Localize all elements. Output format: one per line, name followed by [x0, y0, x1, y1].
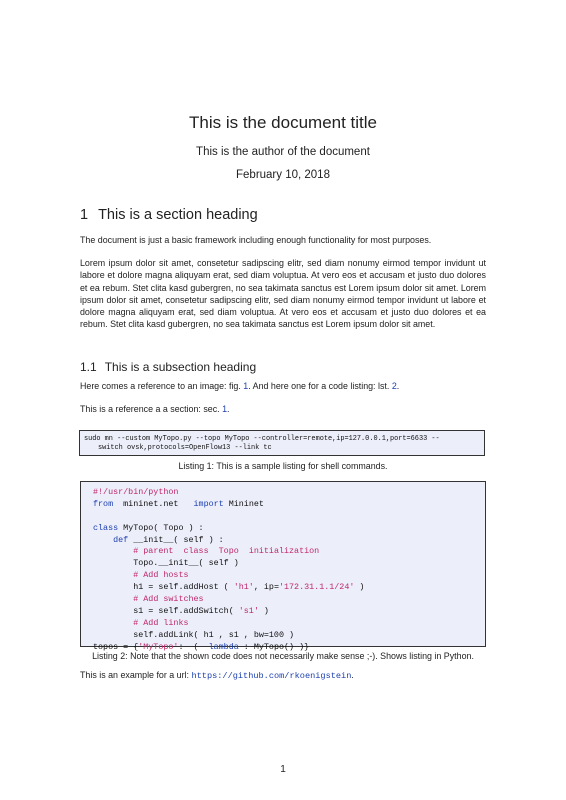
code-line: [93, 511, 485, 523]
ref-text: . And here one for a code listing: lst.: [248, 381, 392, 391]
code-line: # Add switches: [133, 594, 204, 605]
code-line: topos = {'MyTopo': ( lambda : MyTopo() )}: [93, 641, 310, 652]
section-number: 1: [80, 207, 89, 223]
section-ref-link[interactable]: 1: [222, 404, 228, 414]
section-reference-paragraph: [80, 403, 486, 415]
code-line: # Add hosts: [133, 570, 189, 581]
code-line: #!/usr/bin/python: [93, 487, 179, 497]
document-date: February 10, 2018: [236, 169, 330, 181]
ref-text: .: [396, 381, 400, 391]
shell-listing: [79, 430, 485, 456]
listing2-caption: Listing 2: Note that the shown code does not necessarily make sense ;-). Shows listing in Python.: [92, 651, 474, 661]
code-line: from mininet.net import Mininet: [93, 498, 264, 509]
reference-paragraph: [80, 380, 486, 392]
python-listing: [80, 481, 486, 652]
url-text: .: [351, 670, 354, 680]
section-intro: The document is just a basic framework including enough functionality for most purposes.: [80, 235, 432, 245]
lorem-paragraph: Lorem ipsum dolor sit amet, consetetur sadipscing elitr, sed diam nonumy eirmod tempor invidunt ut labore et dolore magna aliquyam erat, sed diam voluptua. At vero eos et accusam et justo duo dolores et ea rebum. Stet clita kasd gubergren, no sea takimata sanctus est Lorem ipsum dolor sit amet. Lorem ipsum dolor sit amet, consetetur sadipscing elitr, sed diam nonumy eirmod tempor invidunt ut labore et dolore magna aliquyam erat, sed diam voluptua. At vero eos et accusam et justo duo dolores et ea rebum. Stet clita kasd gubergren, no sea takimata sanctus est Lorem ipsum dolor sit amet.: [80, 258, 486, 330]
code-line: self.addLink( h1 , s1 , bw=100 ): [93, 629, 295, 640]
url-text: This is an example for a url:: [80, 670, 192, 680]
ref-text: Here comes a reference to an image: fig.: [80, 381, 244, 391]
section-heading: [80, 207, 258, 223]
code-line: h1 = self.addHost ( 'h1', ip='172.31.1.1/24' ): [93, 582, 365, 593]
code-line: s1 = self.addSwitch( 's1' ): [93, 605, 269, 616]
code-line: # parent class Topo initialization: [133, 546, 320, 557]
shell-line: switch ovsk,protocols=OpenFlow13 --link tc: [98, 444, 272, 452]
subsection-heading: [80, 360, 256, 374]
listing-ref-link[interactable]: 2: [391, 381, 397, 391]
code-line: class MyTopo( Topo ) :: [93, 522, 204, 533]
document-author: This is the author of the document: [196, 146, 370, 158]
subsection-number: 1.1: [80, 360, 97, 374]
ref-text: This is a reference a a section: sec.: [80, 404, 223, 414]
document-title: This is the document title: [188, 113, 378, 132]
github-url-link[interactable]: https://github.com/rkoenigstein: [191, 671, 352, 681]
figure-ref-link[interactable]: 1: [243, 381, 249, 391]
section-title: This is a section heading: [98, 207, 258, 223]
shell-line: sudo mn --custom MyTopo.py --topo MyTopo --controller=remote,ip=127.0.0.1,port=6633 --: [84, 435, 440, 443]
url-paragraph: [80, 669, 486, 682]
code-line: Topo.__init__( self ): [93, 558, 239, 569]
page-number: 1: [280, 764, 286, 775]
code-line: # Add links: [133, 617, 189, 628]
code-line: def __init__( self ) :: [113, 534, 224, 545]
subsection-title: This is a subsection heading: [104, 360, 257, 374]
listing1-caption: Listing 1: This is a sample listing for shell commands.: [178, 461, 388, 471]
ref-text: .: [227, 404, 230, 414]
